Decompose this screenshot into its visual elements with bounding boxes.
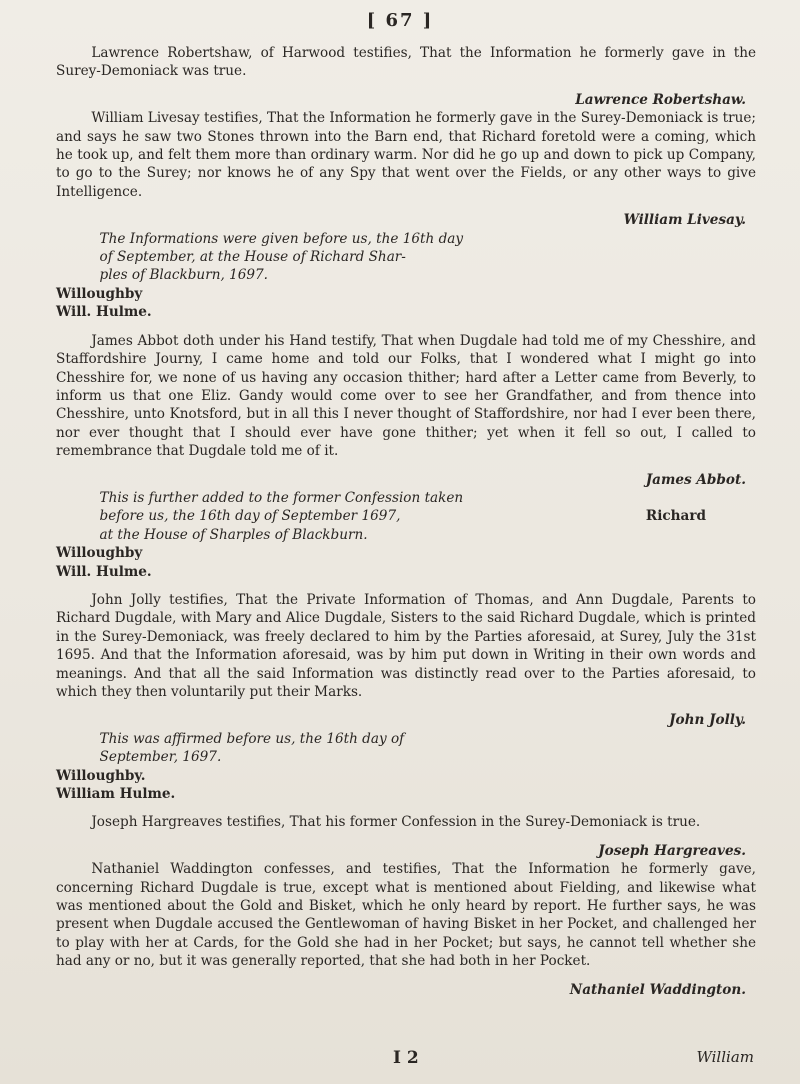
signature-waddington: Nathaniel Waddington.: [569, 981, 746, 998]
paragraph-hargreaves: Joseph Hargreaves testifies, That his former Confession in the Surey-Demoniack is true.: [91, 814, 701, 831]
witness-name: Willoughby.: [56, 767, 146, 784]
attestation-line: before us, the 16th day of September 1697,: [99, 508, 401, 525]
attestation-line: This was affirmed before us, the 16th day of: [99, 730, 405, 747]
paragraph-lawrence: Lawrence Robertshaw, of Harwood testifies, That the Information he formerly gave in the Surey-Demoniack was true.: [56, 45, 756, 80]
witness-list: [56, 285, 756, 322]
witness-name: Will. Hulme.: [56, 304, 152, 321]
signature-jolly: John Jolly.: [669, 712, 746, 729]
signature-lawrence: Lawrence Robertshaw.: [575, 91, 746, 108]
side-name: Richard: [645, 507, 706, 524]
paragraph-waddington: Nathaniel Waddington confesses, and testifies, That the Information he formerly gave, concerning Richard Dugdale is true, except what is mentioned about Fielding, and likewise what was mentioned about the Gold and Bisket, which he only heard by report. He further says, he was present when Dugdale accused the Gentlewoman of having Bisket in her Pocket, and challenged her to play with her at Cards, for the Gold she had in her Pocket; but says, he cannot tell whether she had any or no, but it was generally reported, that she had both in her Pocket.: [56, 861, 756, 970]
attestation-line: ples of Blackburn, 1697.: [99, 267, 269, 284]
signature-mark: I 2: [393, 1048, 419, 1068]
paragraph-jolly: John Jolly testifies, That the Private Information of Thomas, and Ann Dugdale, Parents to Richard Dugdale, with Mary and Alice Dugdale, Sisters to the said Richard Dugdale, which is printed in the Surey-Demoniack, was freely declared to him by the Parties aforesaid, at Surey, July the 31st 1695. And that the Information aforesaid, was by him put down in Writing in their own words and meanings. And that all the said Information was distinctly read over to the Parties aforesaid, to which they then voluntarily put their Marks.: [56, 591, 756, 700]
attestation-line: The Informations were given before us, the 16th day: [99, 230, 464, 247]
attestation-line: of September, at the House of Richard Shar-: [99, 249, 406, 266]
witness-list: [56, 767, 756, 804]
witness-name: Willoughby: [56, 285, 143, 302]
paragraph-abbot: James Abbot doth under his Hand testify, That when Dugdale had told me of my Chesshire, and Staffordshire Journy, I came home and told our Folks, that I wondered what I might go into Chesshire for, we none of us having any occasion thither; hard after a Letter came from Beverly, to inform us that one Eliz. Gandy would come over to see her Grandfather, and from thence into Chesshire, unto Knotsford, but in all this I never thought of Staffordshire, nor had I ever been there, nor ever thought that I should ever have gone thither; yet when it fell so out, I called to remembrance that Dugdale told me of it.: [56, 332, 756, 460]
catchword: William: [696, 1048, 754, 1066]
body-text: [56, 44, 756, 999]
witness-name: Will. Hulme.: [56, 563, 152, 580]
attestation-line: September, 1697.: [99, 749, 222, 766]
attestation-block: [56, 489, 756, 544]
signature-livesay: William Livesay.: [623, 212, 746, 229]
attestation-line: at the House of Sharples of Blackburn.: [99, 526, 368, 543]
witness-name: William Hulme.: [56, 786, 176, 803]
witness-name: Willoughby: [56, 545, 143, 562]
signature-hargreaves: Joseph Hargreaves.: [598, 842, 746, 859]
attestation-line: This is further added to the former Confession taken: [99, 489, 464, 506]
page-number: [ 67 ]: [366, 10, 434, 31]
witness-list: [56, 544, 756, 581]
signature-abbot: James Abbot.: [645, 471, 746, 488]
paragraph-livesay: William Livesay testifies, That the Information he formerly gave in the Surey-Demoniack is true; and says he saw two Stones thrown into the Barn end, that Richard foretold were a coming, which he took up, and felt them more than ordinary warm. Nor did he go up and down to pick up Company, to go to the Surey; nor knows he of any Spy that went over the Fields, or any other ways to give Intelligence.: [56, 110, 756, 200]
